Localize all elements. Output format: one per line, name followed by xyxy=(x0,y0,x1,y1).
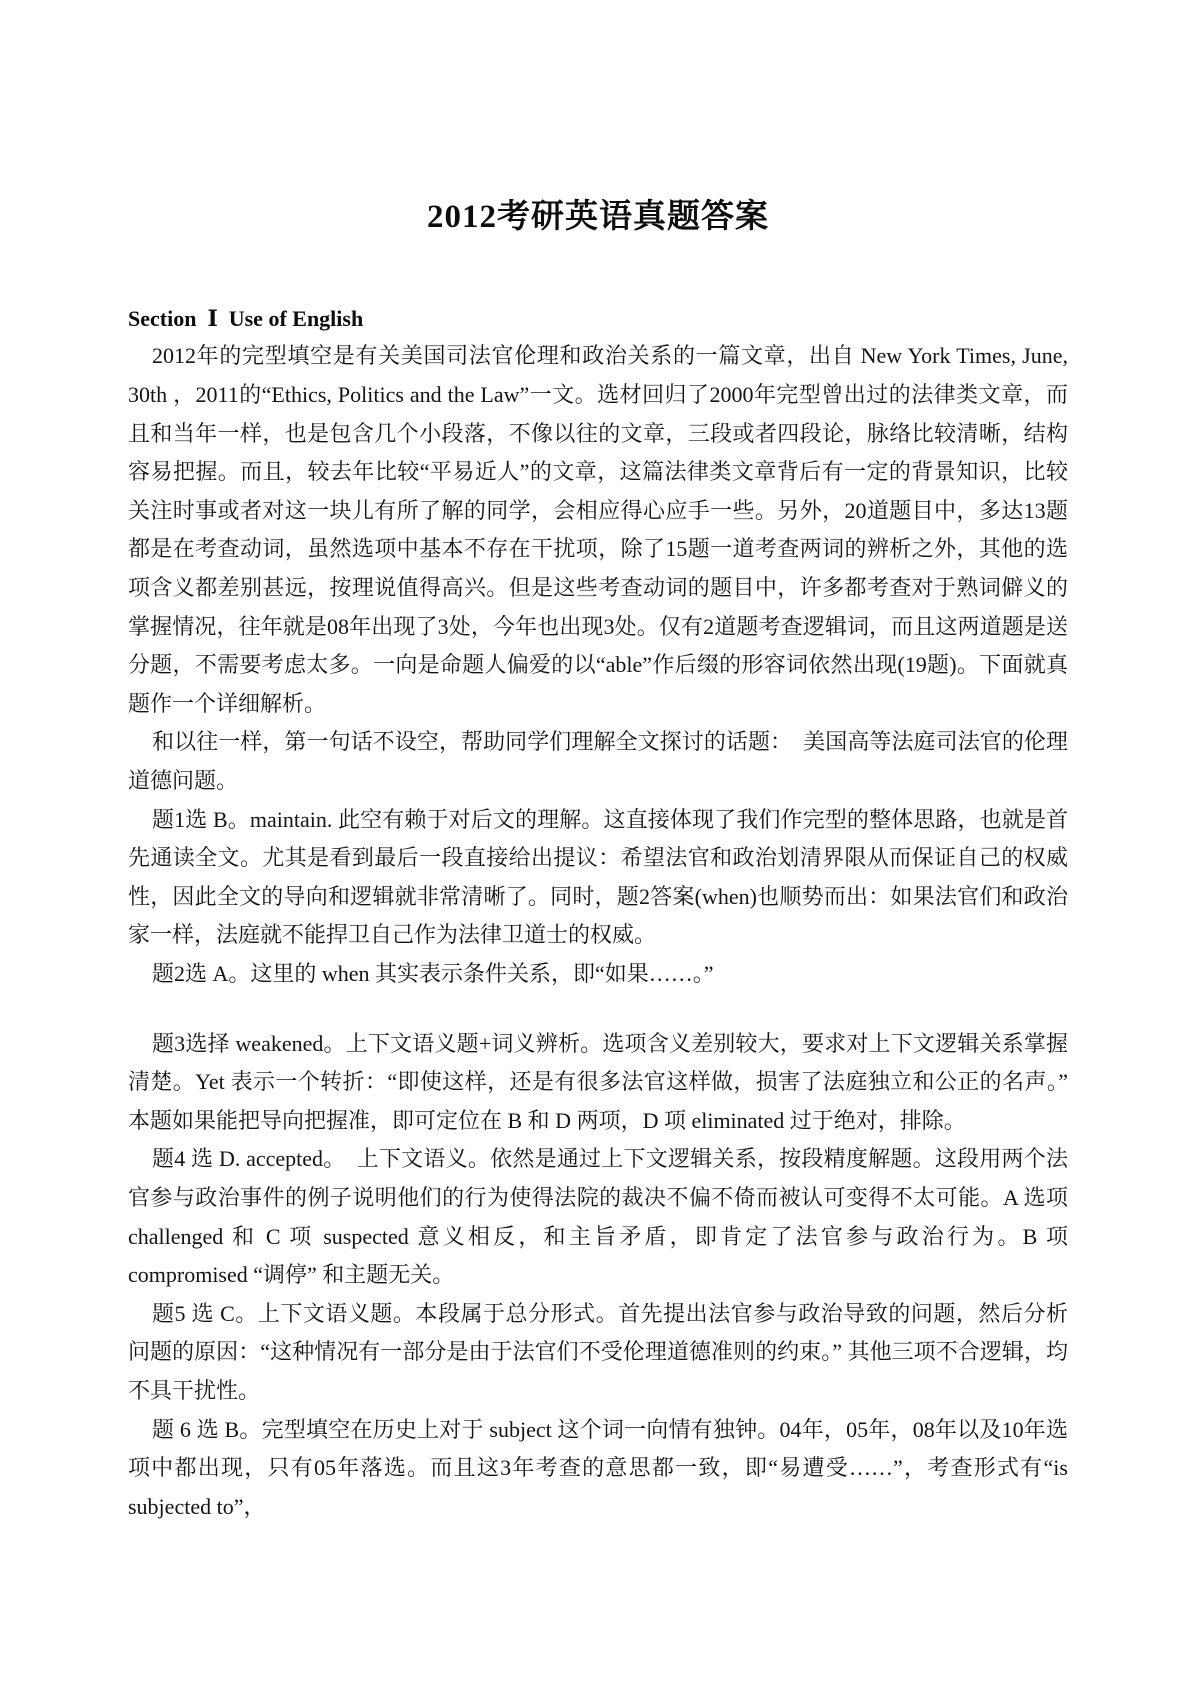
question-2-analysis: 题2选 A。这里的 when 其实表示条件关系，即“如果……。” xyxy=(152,960,714,986)
question-6-analysis: 题 6 选 B。完型填空在历史上对于 subject 这个词一向情有独钟。04年，05年，08年以及10年选项中都出现，只有05年落选。而且这3年考查的意思都一致，即“易遭受……”，考查形式有“is subjected to”， xyxy=(128,1416,1068,1519)
document-body xyxy=(128,337,1068,1526)
question-1-analysis: 题1选 B。maintain. 此空有赖于对后文的理解。这直接体现了我们作完型的整体思路，也就是首先通读全文。尤其是看到最后一段直接给出提议：希望法官和政治划清界限从而保证自己的权威性，因此全文的导向和逻辑就非常清晰了。同时，题2答案(when)也顺势而出：如果法官们和政治家一样，法庭就不能捍卫自己作为法律卫道士的权威。 xyxy=(128,806,1068,948)
intro-analysis-paragraph: 2012年的完型填空是有关美国司法官伦理和政治关系的一篇文章，出自 New York Times, June, 30th ，2011的“Ethics, Politics and the Law”一文。选材回归了2000年完型曾出过的法律类文章，而且和当年一样，也是包含几个小段落，不像以往的文章，三段或者四段论，脉络比较清晰，结构容易把握。而且，较去年比较“平易近人”的文章，这篇法律类文章背后有一定的背景知识，比较关注时事或者对这一块儿有所了解的同学，会相应得心应手一些。另外，20道题目中，多达13题都是在考查动词，虽然选项中基本不存在干扰项，除了15题一道考查两词的辨析之外，其他的选项含义都差别甚远，按理说值得高兴。但是这些考查动词的题目中，许多都考查对于熟词僻义的掌握情况，往年就是08年出现了3处，今年也出现3处。仅有2道题考查逻辑词，而且这两道题是送分题，不需要考虑太多。一向是命题人偏爱的以“able”作后缀的形容词依然出现(19题)。下面就真题作一个详细解析。 xyxy=(128,343,1068,716)
section-heading: Section Ⅰ Use of English xyxy=(128,305,364,331)
document-title: 2012考研英语真题答案 xyxy=(427,199,769,235)
topic-sentence-paragraph: 和以往一样，第一句话不设空，帮助同学们理解全文探讨的话题： 美国高等法庭司法官的伦理道德问题。 xyxy=(128,729,1068,794)
question-4-analysis: 题4 选 D. accepted。 上下文语义。依然是通过上下文逻辑关系，按段精度解题。这段用两个法官参与政治事件的例子说明他们的行为使得法院的裁决不偏不倚而被认可变得不太可能。A 选项 challenged 和 C 项 suspected 意义相反，和主旨矛盾，即肯定了法官参与政治行为。B 项 compromised “调停” 和主题无关。 xyxy=(128,1146,1068,1288)
question-3-analysis: 题3选择 weakened。上下文语义题+词义辨析。选项含义差别较大，要求对上下文逻辑关系掌握清楚。Yet 表示一个转折：“即使这样，还是有很多法官这样做，损害了法庭独立和公正的名声。” 本题如果能把导向把握准，即可定位在 B 和 D 两项，D 项 eliminated 过于绝对，排除。 xyxy=(128,1030,1068,1133)
question-5-analysis: 题5 选 C。上下文语义题。本段属于总分形式。首先提出法官参与政治导致的问题，然后分析问题的原因：“这种情况有一部分是由于法官们不受伦理道德准则的约束。” 其他三项不合逻辑，均不具干扰性。 xyxy=(128,1300,1068,1403)
